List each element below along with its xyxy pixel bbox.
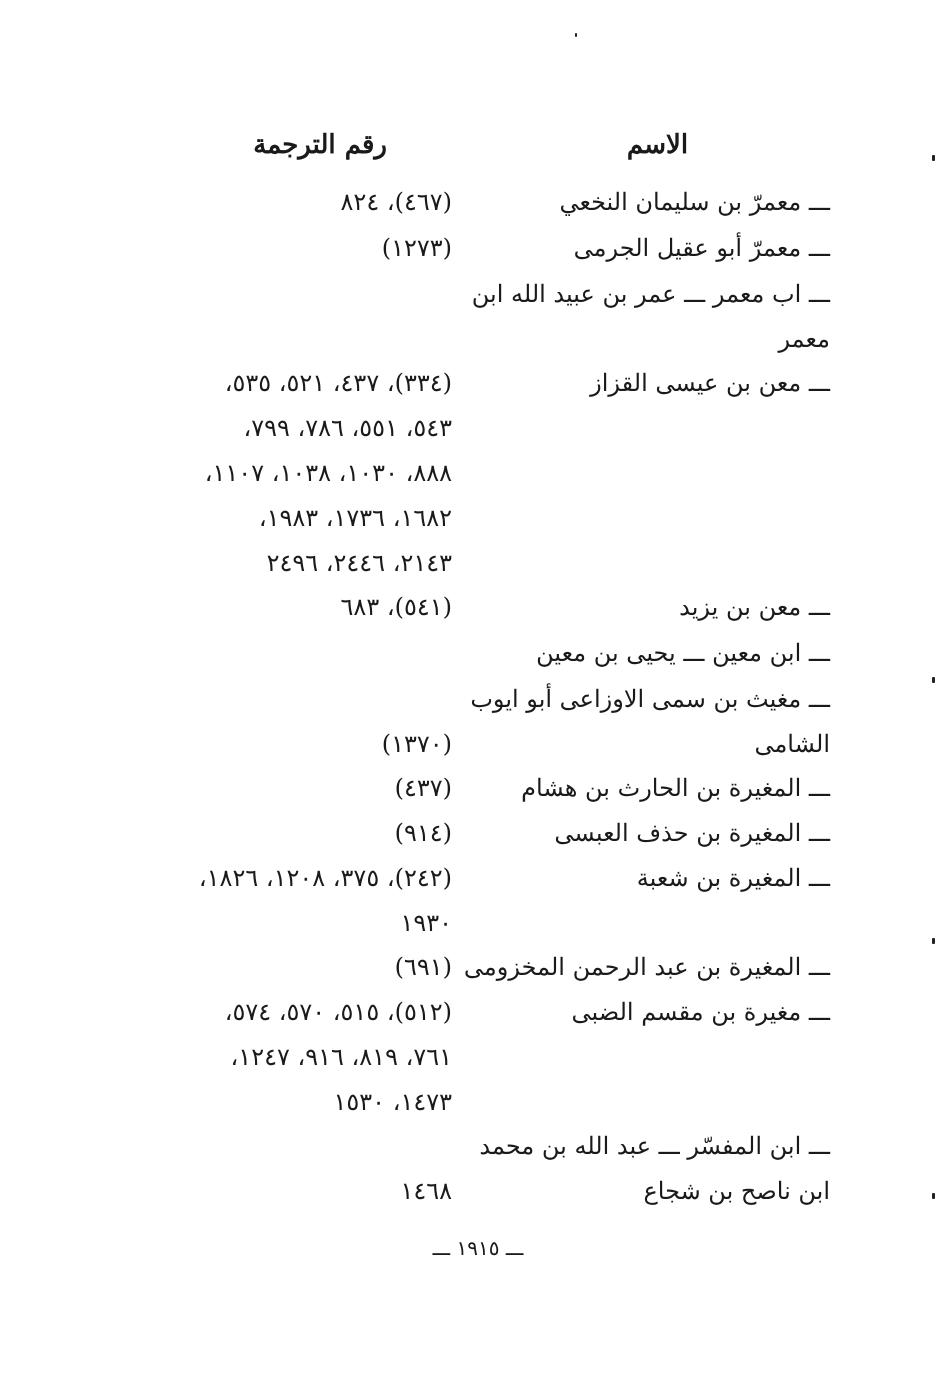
entry-numbers	[102, 226, 452, 271]
entry-number-line: ١٩٣٠	[400, 909, 452, 937]
entry-numbers	[102, 856, 452, 946]
entry-name	[475, 226, 830, 271]
entry-number-line: ٧٦١، ٨١٩، ٩١٦، ١٢٤٧،	[230, 1043, 452, 1071]
entry-name-line: ـــ المغيرة بن شعبة	[636, 864, 830, 892]
entry-number-line: ٨٨٨، ١٠٣٠، ١٠٣٨، ١١٠٧،	[204, 459, 452, 487]
entry-name-line: ـــ ابن المفسّر ـــ عبد الله بن محمد	[479, 1132, 830, 1160]
entry-name	[475, 766, 830, 811]
entry-number-line: ٢١٤٣، ٢٤٤٦، ٢٤٩٦	[266, 549, 452, 577]
entry-numbers	[102, 766, 452, 811]
entry-name	[463, 945, 830, 990]
name-column-header: الاسم	[626, 130, 689, 160]
entry-numbers	[102, 361, 452, 586]
margin-speck	[932, 1193, 935, 1199]
entry-numbers	[102, 1124, 452, 1214]
entry-name-line: ـــ ابن معين ـــ يحيى بن معين	[536, 639, 830, 667]
entry-name-line: ـــ اب معمر ـــ عمر بن عبيد الله ابن	[471, 280, 830, 308]
entry-name-line: ابن ناصح بن شجاع	[643, 1177, 830, 1205]
entry-name	[475, 361, 830, 406]
entry-name-line: ـــ معمرّ أبو عقيل الجرمى	[573, 234, 830, 262]
entry-name	[475, 856, 830, 901]
entry-number-line: (٥٤١)، ٦٨٣	[340, 593, 452, 621]
entry-number-line: (١٣٧٠)	[381, 730, 452, 758]
entry-name-line: معمر	[778, 325, 830, 353]
entry-number-line: (٤٣٧)	[394, 774, 452, 802]
entry-name-line: ـــ مغيث بن سمى الاوزاعى أبو ايوب	[470, 685, 830, 713]
entry-numbers	[102, 180, 452, 225]
entry-numbers	[102, 811, 452, 856]
entry-name-line: ـــ المغيرة بن حذف العبسى	[554, 819, 830, 847]
entry-number-line: ١٤٦٨	[400, 1177, 452, 1205]
entry-number-line: (٩١٤)	[394, 819, 452, 847]
entry-name-line: ـــ مغيرة بن مقسم الضبى	[571, 998, 830, 1026]
entry-number-line: (١٢٧٣)	[381, 234, 452, 262]
entry-numbers	[102, 677, 452, 767]
entry-number-line: (٤٦٧)، ٨٢٤	[340, 188, 452, 216]
entry-name-line: ـــ المغيرة بن عبد الرحمن المخزومى	[463, 953, 830, 981]
entry-number-line: ٥٤٣، ٥٥١، ٧٨٦، ٧٩٩،	[243, 414, 452, 442]
entry-numbers	[102, 990, 452, 1125]
margin-speck	[932, 677, 935, 683]
entry-number-line	[102, 1124, 452, 1169]
entry-number-line: (٦٩١)	[394, 953, 452, 981]
entry-number-line	[102, 677, 452, 722]
entry-name	[470, 677, 830, 767]
entry-numbers	[102, 945, 452, 990]
entry-name	[475, 811, 830, 856]
entry-name	[475, 1124, 830, 1214]
entry-number-line: (٣٣٤)، ٤٣٧، ٥٢١، ٥٣٥،	[224, 369, 452, 397]
entry-name	[475, 585, 830, 630]
entry-name	[475, 180, 830, 225]
entry-name-line: ـــ معمرّ بن سليمان النخعي	[559, 188, 830, 216]
entry-name	[475, 990, 830, 1035]
margin-speck	[575, 33, 577, 37]
entry-name	[475, 631, 830, 676]
entry-name	[471, 272, 830, 362]
entry-number-line: ١٤٧٣، ١٥٣٠	[333, 1088, 452, 1116]
entry-numbers	[102, 585, 452, 630]
entry-name-line: ـــ المغيرة بن الحارث بن هشام	[521, 774, 830, 802]
entry-name-line: ـــ معن بن عيسى القزاز	[590, 369, 830, 397]
page-number: ـــ ١٩١٥ ـــ	[432, 1236, 524, 1260]
entry-name-line: الشامى	[754, 730, 830, 758]
margin-speck	[932, 155, 935, 161]
number-column-header: رقم الترجمة	[253, 130, 387, 160]
entry-number-line: (٥١٢)، ٥١٥، ٥٧٠، ٥٧٤،	[224, 998, 452, 1026]
entry-number-line: ١٦٨٢، ١٧٣٦، ١٩٨٣،	[258, 504, 452, 532]
entry-number-line: (٢٤٢)، ٣٧٥، ١٢٠٨، ١٨٢٦،	[198, 864, 452, 892]
margin-speck	[932, 938, 935, 944]
entry-name-line: ـــ معن بن يزيد	[679, 593, 830, 621]
